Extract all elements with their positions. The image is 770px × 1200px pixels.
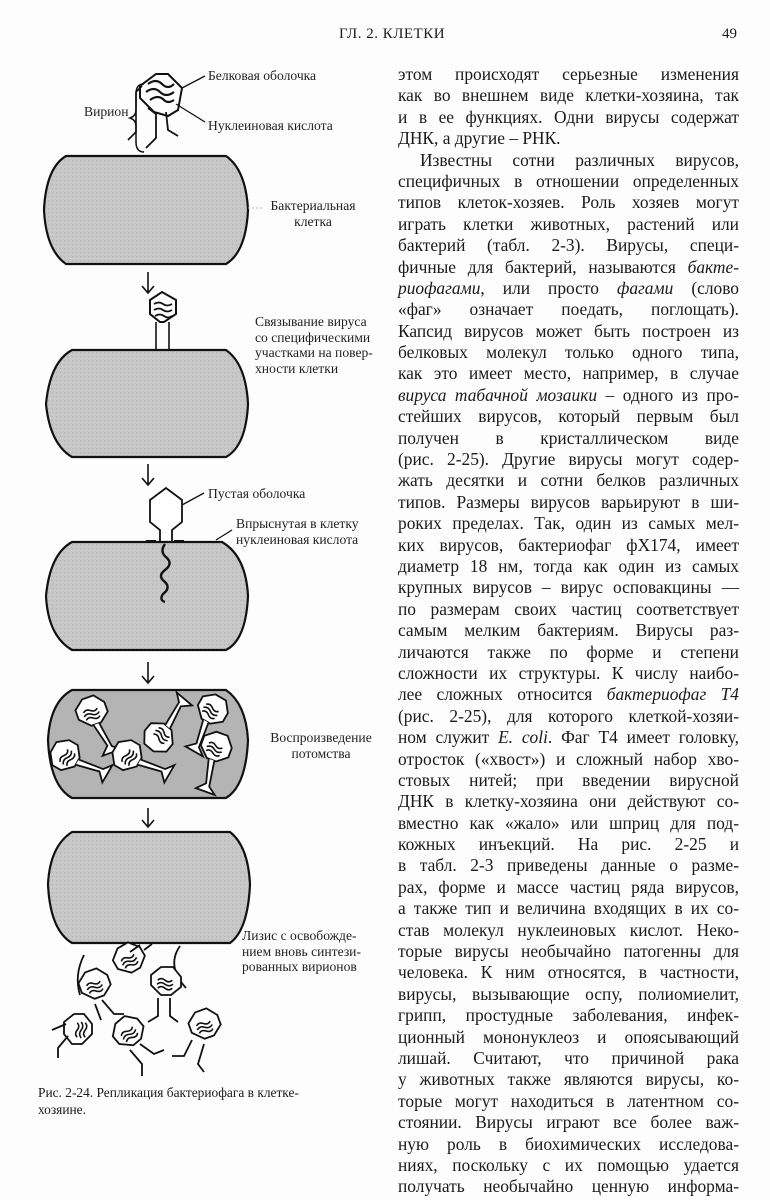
text-line: крупных вирусов – вирус осповакцины —	[398, 577, 739, 598]
text-line: самым мелким бактериям. Вирусы раз-	[398, 620, 739, 641]
text-line: как во внешнем виде клетки-хозяина, так	[398, 85, 739, 106]
text-line: стейших вирусов, который первым был	[398, 406, 739, 427]
label-binding-line1: Связывание вируса	[255, 314, 367, 329]
text-line: вирусы, вызывающие оспу, полиомиелит,	[398, 983, 739, 1004]
text-line: Известны сотни различных вирусов,	[420, 149, 739, 170]
page-number: 49	[722, 26, 737, 42]
text-line: вместно как «жало» или шприц для под-	[398, 812, 739, 833]
text-line: отросток («хвост») и сложный набор хво-	[398, 748, 739, 769]
text-line: получать необычайно ценную информа-	[398, 1176, 739, 1197]
body-text-column	[398, 64, 739, 1198]
text-line: и в ее функциях. Одни вирусы содержат	[398, 106, 739, 127]
text-line: рах, форме и массе частиц ряда вирусов,	[398, 876, 739, 897]
arrow-down-icon	[142, 662, 154, 683]
label-protein-coat: Белковая оболочка	[208, 68, 317, 83]
label-nucleic-acid: Нуклеиновая кислота	[208, 118, 333, 133]
phage-attached-icon	[150, 292, 176, 349]
text-run: , или просто	[480, 277, 617, 298]
arrow-down-icon	[142, 272, 154, 293]
text-run: лее сложных относится	[398, 684, 607, 705]
arrow-down-icon	[142, 808, 154, 827]
text-line: этом происходят серьезные изменения	[398, 64, 739, 84]
text-line: типов. Размеры вирусов варьируют в ши-	[398, 491, 739, 512]
text-run: – одного из про-	[597, 384, 739, 405]
text-line: по размерам своих частиц соответствует	[398, 598, 739, 619]
arrow-down-icon	[142, 464, 154, 485]
label-lysis-line2: нием вновь синтези-	[242, 943, 361, 959]
italic-term: фагами	[616, 277, 674, 298]
label-bacterial-cell-line2: клетка	[294, 213, 332, 229]
text-line	[398, 727, 739, 748]
label-virion: Вирион	[84, 104, 129, 119]
text-line: в табл. 2-3 приведены данные о разме-	[398, 855, 739, 876]
text-line: стоянии. Вирусы играют все более важ-	[398, 1112, 739, 1133]
text-line: диаметр 18 нм, тогда как один из самых	[398, 555, 739, 576]
text-line: специфичных в отношении определенных	[398, 170, 739, 191]
text-line: торые могут находиться в латентном со-	[398, 1090, 739, 1111]
text-run: . Фаг Т4 имеет головку,	[547, 727, 739, 748]
italic-term: риофагами	[398, 277, 481, 298]
caption-line2: хозяине.	[38, 1101, 86, 1117]
text-line: белковых молекул только одного типа,	[398, 342, 739, 363]
label-bacterial-cell	[268, 198, 358, 229]
figure-caption	[38, 1085, 358, 1118]
text-line: как это имеет место, например, в случае	[398, 363, 739, 384]
text-run: (слово	[673, 277, 739, 298]
text-line: Капсид вирусов может быть построен из	[398, 320, 739, 341]
text-line	[398, 278, 739, 299]
label-injected-line2: нуклеиновая кислота	[236, 531, 359, 547]
label-empty-coat: Пустая оболочка	[208, 486, 306, 501]
text-line: а также тип и величина входящих в их со-	[398, 898, 739, 919]
text-run: фичные для бактерий, называются	[398, 256, 688, 277]
label-injected-nucleic-acid	[236, 516, 359, 547]
virion-icon	[128, 74, 205, 152]
text-line: (рис. 2-25). Другие вирусы могут содер-	[398, 449, 739, 470]
text-line: ционный мононуклеоз и опоясывающий	[398, 1026, 739, 1047]
text-line: сложности их структуры. К числу наибо-	[398, 662, 739, 683]
label-binding	[255, 314, 373, 376]
text-line	[398, 257, 739, 278]
label-reproduction	[262, 730, 380, 761]
label-reproduction-line1: Воспроизведение	[270, 730, 372, 745]
figure-bacteriophage-replication	[0, 0, 400, 1140]
text-line: ДНК в клетку-хозяина они действуют со-	[398, 791, 739, 812]
bacterial-cell-2	[46, 350, 248, 457]
text-line: жать десятки и сотни белков различных	[398, 470, 739, 491]
text-line: получен в кристаллическом виде	[398, 427, 739, 448]
bacterial-cell-5	[48, 832, 250, 943]
label-bacterial-cell-line1: Бактериальная	[270, 198, 356, 213]
label-binding-line3: участками на повер-	[255, 345, 373, 360]
text-line: типов клеток-хозяев. Роль хозяев могут	[398, 192, 739, 213]
italic-term: вируса табачной мозаики	[398, 384, 598, 405]
italic-term: E. coli	[498, 727, 548, 748]
text-line: кожных инъекций. На рис. 2-25 и	[398, 834, 739, 855]
label-binding-line2: со специфическими	[255, 329, 371, 345]
text-line: лишай. Считают, что причиной рака	[398, 1047, 739, 1068]
text-line: «фаг» означает поедать, поглощать).	[398, 299, 739, 320]
label-reproduction-line2: потомства	[291, 745, 351, 761]
label-lysis	[242, 928, 361, 975]
text-line: личаются также по форме и степени	[398, 641, 739, 662]
chapter-title: ГЛ. 2. КЛЕТКИ	[339, 26, 446, 42]
bacterial-cell-1	[44, 156, 248, 264]
caption-line1: Рис. 2-24. Репликация бактериофага в клетке-	[38, 1085, 299, 1100]
text-line: ДНК, а другие – РНК.	[398, 128, 561, 149]
text-line: у животных также являются вирусы, ко-	[398, 1069, 739, 1090]
italic-term: бакте-	[687, 256, 739, 277]
label-injected-line1: Впрыснутая в клетку	[236, 516, 359, 531]
text-line: бактерий (табл. 2-3). Вирусы, специ-	[398, 235, 739, 256]
bacterial-cell-3	[46, 542, 248, 650]
text-run: ном служит	[398, 727, 499, 748]
released-virions-icon	[52, 938, 223, 1076]
text-line: став молекул нуклеиновых кислот. Неко-	[398, 919, 739, 940]
text-line: грипп, простудные заболевания, инфек-	[398, 1005, 739, 1026]
text-line: торые вирусы необычайно патогенны для	[398, 941, 739, 962]
text-line: человека. К ним относятся, в частности,	[398, 962, 739, 983]
text-line: ких вирусов, бактериофаг фX174, имеет	[398, 534, 739, 555]
text-line: роких пределах. Так, один из самых мел-	[398, 513, 739, 534]
label-lysis-line3: рованных вирионов	[242, 959, 357, 974]
label-lysis-line1: Лизис с освобожде-	[242, 928, 357, 943]
text-line	[398, 684, 739, 705]
label-binding-line4: хности клетки	[255, 360, 339, 376]
text-line: ную роль в биохимических исследова-	[398, 1133, 739, 1154]
text-line: (рис. 2-25), для которого клеткой-хозяи-	[398, 705, 739, 726]
text-line: играть клетки животных, растений или	[398, 213, 739, 234]
text-line: ниях, поскольку с их помощью удается	[398, 1154, 739, 1175]
text-line: стовых нитей; при введении вирусной	[398, 769, 739, 790]
text-line	[398, 385, 739, 406]
italic-term: бактериофаг Т4	[606, 684, 739, 705]
